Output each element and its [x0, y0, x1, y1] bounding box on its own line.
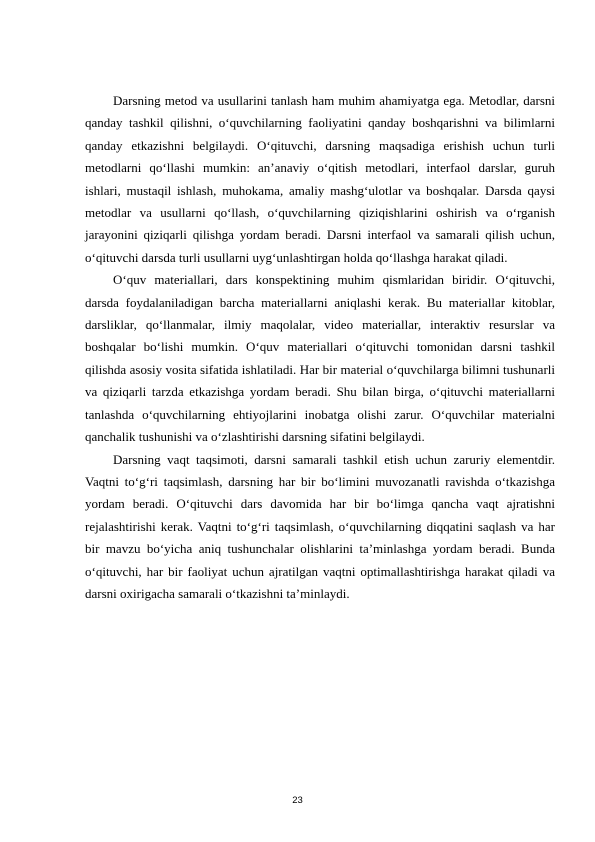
paragraph-teaching-methods: Darsning metod va usullarini tanlash ham muhim ahamiyatga ega. Metodlar, darsni qanday tashkil qilishni, o‘quvchilarning faoliyatini qanday boshqarishni va bilimlarni qanday etkazishni belgilaydi. O‘qituvchi, darsning maqsadiga erishish uchun turli metodlarni qo‘llashi mumkin: an’anaviy o‘qitish metodlari, interfaol darslar, guruh ishlari, mustaqil ishlash, muhokama, amaliy mashg‘ulotlar va boshqalar. Darsda qaysi metodlar va usullarni qo‘llash, o‘quvchilarning qiziqishlarini oshirish va o‘rganish jarayonini qiziqarli qilishga yordam beradi. Darsni interfaol va samarali qilish uchun, o‘qituvchi darsda turli usullarni uyg‘unlashtirgan holda qo‘llashga harakat qiladi. [85, 93, 555, 265]
page-number: 23 [292, 795, 303, 806]
paragraph-learning-materials: O‘quv materiallari, dars konspektining muhim qismlaridan biridir. O‘qituvchi, darsda foydalaniladigan barcha materiallarni aniqlashi kerak. Bu materiallar kitoblar, darsliklar, qo‘llanmalar, ilmiy maqolalar, video materiallar, interaktiv resurslar va boshqalar bo‘lishi mumkin. O‘quv materiallari o‘qituvchi tomonidan darsni tashkil qilishda asosiy vosita sifatida ishlatiladi. Har bir material o‘quvchilarga bilimni tushunarli va qiziqarli tarzda etkazishga yordam beradi. Shu bilan birga, o‘qituvchi materiallarni tanlashda o‘quvchilarning ehtiyojlarini inobatga olishi zarur. O‘quvchilar materialni qanchalik tushunishi va o‘zlashtirishi darsning sifatini belgilaydi. [85, 272, 555, 445]
body-text [85, 90, 555, 605]
paragraph-time-allocation: Darsning vaqt taqsimoti, darsni samarali tashkil etish uchun zaruriy elementdir. Vaqtni to‘g‘ri taqsimlash, darsning har bir bo‘limini muvozanatli ravishda o‘tkazishga yordam beradi. O‘qituvchi dars davomida har bir bo‘limga qancha vaqt ajratishni rejalashtirishi kerak. Vaqtni to‘g‘ri taqsimlash, o‘quvchilarning diqqatini saqlash va har bir mavzu bo‘yicha aniq tushunchalar olishlarini ta’minlashga yordam beradi. Bunda o‘qituvchi, har bir faoliyat uchun ajratilgan vaqtni optimallashtirishga harakat qiladi va darsni oxirigacha samarali o‘tkazishni ta’minlaydi. [85, 451, 555, 601]
